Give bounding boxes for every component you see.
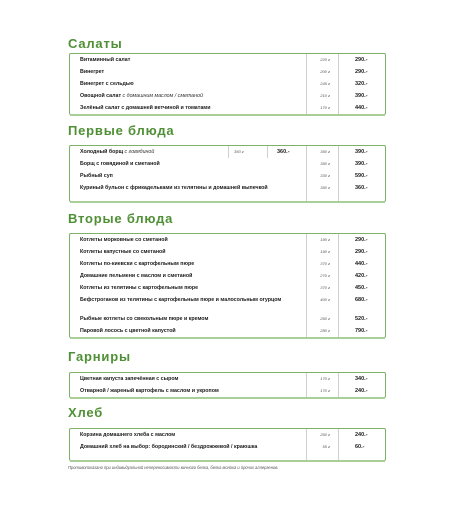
dish-title: Домашний хлеб на выбор: бородинский / бездрожжевой / краюшка: [80, 444, 258, 450]
menu-item-row: [70, 313, 385, 325]
dish-title: Цветная капуста запечённая с сыром: [80, 376, 179, 382]
dish-title: Корзина домашнего хлеба с маслом: [80, 432, 176, 438]
dish-title: Винегрет с сельдью: [80, 81, 134, 87]
dish-name: [80, 388, 308, 394]
dish-title: Котлеты по-киевски с картофельным пюре: [80, 261, 195, 267]
menu-item-row: [70, 182, 385, 201]
dish-title: Овощной салат: [80, 93, 122, 99]
dish-title: Котлеты из телятины с картофельным пюре: [80, 285, 199, 291]
portion-weight: 370 г: [320, 261, 330, 266]
portion-weight: 280 г: [320, 328, 330, 333]
dish-name: [80, 249, 308, 255]
dish-name: [80, 81, 308, 87]
dish-note: с говядиной: [124, 149, 155, 155]
portion-weight: 170 г: [320, 376, 330, 381]
dish-title: Бефстроганов из телятины с картофельным пюре и малосольным огурцом: [80, 297, 282, 303]
dish-price: 450.-: [355, 285, 368, 291]
menu-item-row: [70, 282, 385, 294]
portion-weight: 270 г: [320, 273, 330, 278]
dish-price: 440.-: [355, 105, 368, 111]
dish-price: 680.-: [355, 297, 368, 303]
menu-item-row: [70, 270, 385, 282]
allergen-footnote: Противопоказано при индивидуальной непереносимости вичного белка, белка молока и прочих аллергенов.: [68, 465, 279, 470]
dish-name: [80, 285, 308, 291]
dish-name: [80, 261, 308, 267]
dish-price: 290.-: [355, 249, 368, 255]
dish-title: Куриный бульон с фрикадельками из телятины и домашней выпечкой: [80, 185, 268, 191]
section-box: [69, 428, 386, 461]
dish-title: Котлеты морковные со сметаной: [80, 237, 168, 243]
dish-name: [80, 297, 308, 303]
dish-price: 240.-: [355, 388, 368, 394]
portion-weight: 370 г: [320, 285, 330, 290]
dish-name: [80, 173, 308, 179]
dish-price: 440.-: [355, 261, 368, 267]
dish-name: [80, 316, 308, 322]
portion-weight: 260 г: [320, 432, 330, 437]
dish-price: 340.-: [355, 376, 368, 382]
column-divider: [267, 146, 268, 158]
portion-weight: 220 г: [320, 57, 330, 62]
portion-weight-small: 350 г: [234, 149, 244, 154]
dish-title: Борщ с говядиной и сметаной: [80, 161, 160, 167]
dish-title: Отварной / жареный картофель с маслом и укропом: [80, 388, 219, 394]
portion-weight: 260 г: [320, 316, 330, 321]
menu-item-row: [70, 373, 385, 385]
dish-price: 390.-: [355, 149, 368, 155]
menu-item-row: [70, 78, 385, 90]
dish-price: 290.-: [355, 237, 368, 243]
section-box: [69, 145, 386, 202]
menu-item-row: [70, 90, 385, 102]
dish-title: Котлеты капустные со сметаной: [80, 249, 166, 255]
menu-item-row: [70, 246, 385, 258]
menu-item-row: [70, 158, 385, 170]
section-title: Первые блюда: [68, 123, 175, 138]
menu-item-row: [70, 429, 385, 441]
dish-price: 320.-: [355, 81, 368, 87]
section-box: [69, 53, 386, 115]
section-title: Салаты: [68, 36, 123, 51]
section-title: Хлеб: [68, 405, 104, 420]
dish-name: [80, 237, 308, 243]
menu-item-row: [70, 385, 385, 397]
dish-name: [80, 57, 308, 63]
menu-item-row: [70, 54, 385, 66]
column-divider: [228, 146, 229, 158]
portion-weight: 350 г: [320, 149, 330, 154]
menu-item-row: [70, 325, 385, 337]
portion-weight: 190 г: [320, 249, 330, 254]
dish-price: 790.-: [355, 328, 368, 334]
portion-price-small: 360.-: [277, 149, 290, 155]
portion-weight: 245 г: [320, 81, 330, 86]
dish-title: Паровой лосось с цветной капустой: [80, 328, 176, 334]
dish-price: 290.-: [355, 69, 368, 75]
portion-weight: 210 г: [320, 93, 330, 98]
dish-name: [80, 69, 308, 75]
menu-item-row: [70, 146, 385, 158]
portion-weight: 170 г: [320, 388, 330, 393]
dish-price: 420.-: [355, 273, 368, 279]
menu-item-row: [70, 170, 385, 182]
menu-item-row: [70, 102, 385, 114]
portion-weight: 400 г: [320, 297, 330, 302]
dish-title: Зелёный салат с домашней ветчиной и томатами: [80, 105, 211, 111]
portion-weight: 190 г: [320, 237, 330, 242]
section-title: Гарниры: [68, 349, 131, 364]
dish-price: 60.-: [355, 444, 365, 450]
dish-name: [80, 444, 308, 450]
portion-weight: 350 г: [320, 161, 330, 166]
portion-weight: 330 г: [320, 173, 330, 178]
menu-item-row: [70, 294, 385, 313]
dish-name: [80, 185, 308, 191]
portion-weight: 200 г: [320, 69, 330, 74]
dish-name: [80, 161, 308, 167]
dish-title: Винегрет: [80, 69, 105, 75]
dish-name: [80, 376, 308, 382]
dish-name: [80, 273, 308, 279]
menu-item-row: [70, 441, 385, 460]
section-box: [69, 372, 386, 398]
dish-price: 520.-: [355, 316, 368, 322]
dish-price: 290.-: [355, 57, 368, 63]
dish-title: Рыбные котлеты со свекольным пюре и кремом: [80, 316, 209, 322]
menu-item-row: [70, 66, 385, 78]
dish-title: Домашние пельмени с маслом и сметаной: [80, 273, 193, 279]
section-box: [69, 233, 386, 338]
dish-price: 390.-: [355, 161, 368, 167]
menu-item-row: [70, 258, 385, 270]
dish-price: 360.-: [355, 185, 368, 191]
dish-price: 590.-: [355, 173, 368, 179]
portion-weight: 350 г: [320, 185, 330, 190]
portion-weight: 170 г: [320, 105, 330, 110]
dish-name: [80, 432, 308, 438]
dish-note: с домашним маслом / сметаной: [122, 93, 203, 99]
section-title: Вторые блюда: [68, 211, 174, 226]
dish-name: [80, 328, 308, 334]
dish-title: Рыбный суп: [80, 173, 113, 179]
dish-price: 390.-: [355, 93, 368, 99]
dish-name: [80, 149, 220, 155]
dish-title: Холодный борщ: [80, 149, 124, 155]
dish-price: 240.-: [355, 432, 368, 438]
portion-weight: 55 г: [322, 444, 330, 449]
dish-title: Витаминный салат: [80, 57, 131, 63]
dish-name: [80, 93, 308, 99]
menu-item-row: [70, 234, 385, 246]
dish-name: [80, 105, 308, 111]
